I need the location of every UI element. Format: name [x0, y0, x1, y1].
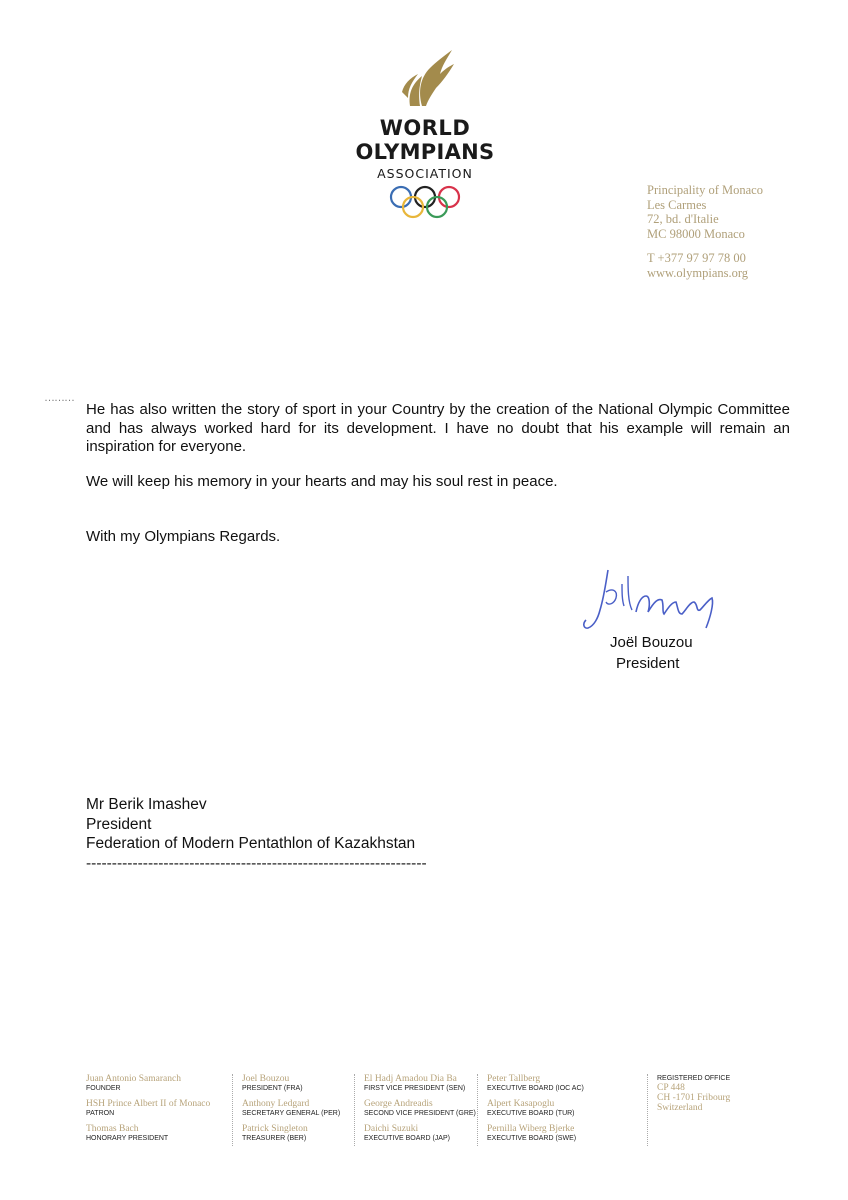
registered-office-line: CH -1701 Fribourg	[657, 1093, 731, 1103]
footer-role: EXECUTIVE BOARD (SWE)	[487, 1135, 577, 1142]
footer-role: HONORARY PRESIDENT	[86, 1135, 169, 1142]
footer-entry	[86, 1074, 210, 1093]
olympic-rings-icon	[389, 184, 461, 220]
footer-role: FOUNDER	[86, 1085, 121, 1092]
footer-divider	[647, 1074, 648, 1146]
footer-entry	[487, 1124, 584, 1143]
footer-entry	[487, 1074, 584, 1093]
letter-closing: With my Olympians Regards.	[86, 528, 281, 545]
footer-name: Joel Bouzou	[242, 1074, 290, 1084]
footer-name: Daichi Suzuki	[364, 1124, 419, 1134]
footer-name: Patrick Singleton	[242, 1124, 308, 1134]
footer-entry	[242, 1074, 340, 1093]
footer-entry	[364, 1124, 476, 1143]
footer-column-3	[364, 1074, 476, 1149]
footer-entry	[86, 1124, 210, 1143]
logo-text-world: WORLD	[379, 116, 471, 140]
footer-role: SECRETARY GENERAL (PER)	[242, 1110, 341, 1117]
footer-name: Juan Antonio Samaranch	[86, 1074, 181, 1084]
footer-role: EXECUTIVE BOARD (IOC AC)	[487, 1085, 584, 1092]
footer-role: TREASURER (BER)	[242, 1135, 307, 1142]
footer-entry	[242, 1099, 340, 1118]
signatory-name: Joël Bouzou	[610, 634, 693, 651]
recipient-title: President	[86, 815, 152, 833]
handwritten-signature	[578, 562, 723, 642]
footer-column-4	[487, 1074, 584, 1149]
footer-entry	[487, 1099, 584, 1118]
letter-paragraph-1: He has also written the story of sport in your Country by the creation of the National Olympic Committee and has always worked hard for its development. I have no doubt that his example will remain an inspiration for everyone.	[86, 401, 790, 455]
leading-dots: ………	[44, 392, 74, 404]
website-link[interactable]: www.olympians.org	[647, 265, 749, 280]
recipient-name: Mr Berik Imashev	[86, 796, 207, 813]
footer-divider	[477, 1074, 478, 1146]
footer-name: Thomas Bach	[86, 1124, 139, 1134]
logo-text-association: ASSOCIATION	[377, 166, 473, 181]
wpa-logo	[340, 48, 510, 228]
footer-role: PRESIDENT (FRA)	[242, 1085, 303, 1092]
footer-name: HSH Prince Albert II of Monaco	[86, 1099, 211, 1109]
footer-role: EXECUTIVE BOARD (JAP)	[364, 1135, 450, 1142]
footer-divider	[232, 1074, 233, 1146]
footer-entry	[86, 1099, 210, 1118]
signatory-title: President	[616, 655, 680, 672]
letter-paragraph-2: We will keep his memory in your hearts and may his soul rest in peace.	[86, 473, 558, 490]
footer-entry	[242, 1124, 340, 1143]
footer-role: FIRST VICE PRESIDENT (SEN)	[364, 1085, 466, 1092]
address-line: Principality of Monaco	[647, 183, 763, 197]
footer-role: EXECUTIVE BOARD (TUR)	[487, 1110, 575, 1117]
footer-role: PATRON	[86, 1110, 115, 1117]
recipient-rule: ------------------------------------------------------------------	[86, 854, 427, 872]
registered-office-line: Switzerland	[657, 1103, 703, 1113]
address-block	[647, 183, 763, 280]
footer-entry	[364, 1074, 476, 1093]
footer-column-2	[242, 1074, 340, 1149]
logo-text-olympians: OLYMPIANS	[355, 140, 495, 164]
registered-office	[657, 1074, 730, 1113]
phone-number: T +377 97 97 78 00	[647, 251, 746, 265]
address-line: Les Carmes	[647, 197, 707, 212]
footer-name: Anthony Ledgard	[242, 1099, 310, 1109]
registered-office-line: CP 448	[657, 1083, 685, 1093]
address-line: MC 98000 Monaco	[647, 226, 745, 241]
recipient-organization: Federation of Modern Pentathlon of Kazakhstan	[86, 835, 416, 852]
footer-name: Alpert Kasapoglu	[487, 1099, 555, 1109]
footer-name: Peter Tallberg	[487, 1074, 541, 1084]
footer-entry	[364, 1099, 476, 1118]
recipient-block	[86, 795, 427, 873]
footer-column-1	[86, 1074, 210, 1149]
footer-role: SECOND VICE PRESIDENT (GRE)	[364, 1110, 476, 1117]
footer-name: George Andreadis	[364, 1099, 433, 1109]
footer-name: El Hadj Amadou Dia Ba	[364, 1074, 457, 1084]
footer-name: Pernilla Wiberg Bjerke	[487, 1124, 575, 1134]
address-line: 72, bd. d'Italie	[647, 212, 719, 226]
flame-icon	[400, 48, 456, 108]
footer	[0, 1074, 848, 1154]
registered-office-title: REGISTERED OFFICE	[657, 1075, 731, 1082]
footer-divider	[354, 1074, 355, 1146]
